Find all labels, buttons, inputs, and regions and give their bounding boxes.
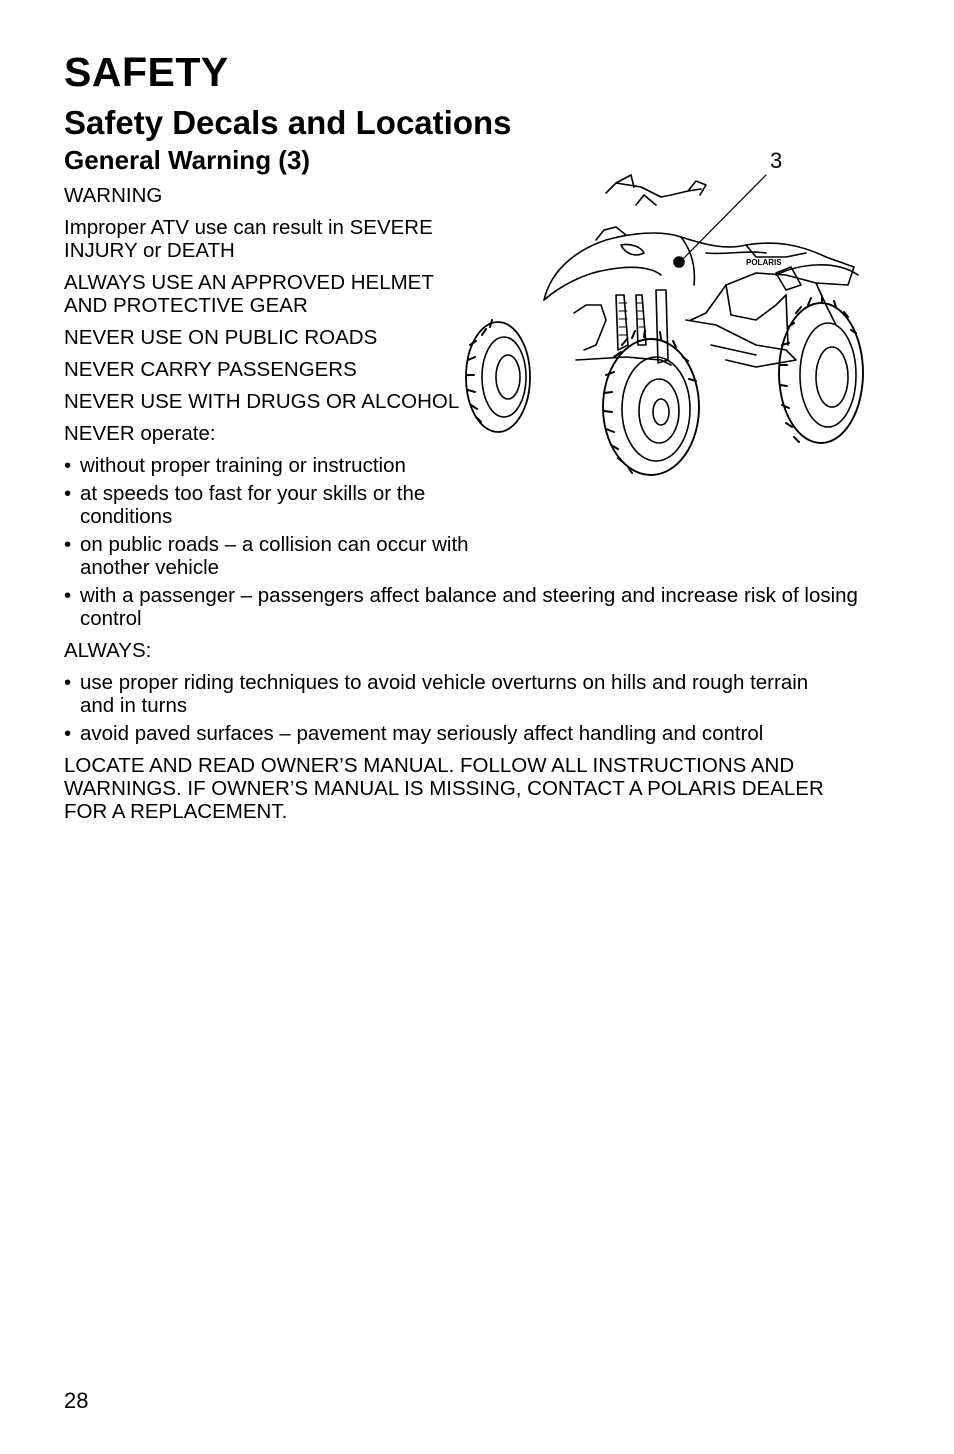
- always-list: [64, 671, 864, 745]
- rule-item: ALWAYS USE AN APPROVED HELMET AND PROTECTIVE GEAR: [64, 271, 434, 317]
- list-item: • without proper training or instruction: [64, 454, 520, 477]
- page-number: 28: [64, 1388, 89, 1413]
- figure-callout-number: 3: [770, 148, 783, 173]
- rule-item: NEVER CARRY PASSENGERS: [64, 358, 357, 381]
- decal-heading: General Warning (3): [64, 145, 311, 175]
- decal-text-body: [64, 184, 864, 832]
- always-label: ALWAYS:: [64, 639, 152, 662]
- polaris-decal-text: POLARIS: [746, 258, 782, 267]
- warning-label: WARNING: [64, 184, 163, 207]
- rule-item: NEVER USE WITH DRUGS OR ALCOHOL: [64, 390, 460, 413]
- list-item: • use proper riding techniques to avoid vehicle overturns on hills and rough terrain and in turns: [64, 671, 840, 717]
- warning-intro: Improper ATV use can result in SEVERE INJURY or DEATH: [64, 216, 433, 262]
- rule-item: NEVER USE ON PUBLIC ROADS: [64, 326, 378, 349]
- never-operate-list: [64, 454, 864, 630]
- list-item: • on public roads – a collision can occur with another vehicle: [64, 533, 520, 579]
- section-title: SAFETY: [64, 49, 229, 95]
- list-item: • at speeds too fast for your skills or the conditions: [64, 482, 480, 528]
- never-operate-label: NEVER operate:: [64, 422, 216, 445]
- closing-instructions: LOCATE AND READ OWNER’S MANUAL. FOLLOW ALL INSTRUCTIONS AND WARNINGS. IF OWNER’S MANUAL IS MISSING, CONTACT A POLARIS DEALER FOR A REPLACEMENT.: [64, 754, 824, 823]
- subsection-title: Safety Decals and Locations: [64, 104, 512, 141]
- list-item: • avoid paved surfaces – pavement may seriously affect handling and control: [64, 722, 870, 745]
- list-item: • with a passenger – passengers affect balance and steering and increase risk of losing control: [64, 584, 865, 630]
